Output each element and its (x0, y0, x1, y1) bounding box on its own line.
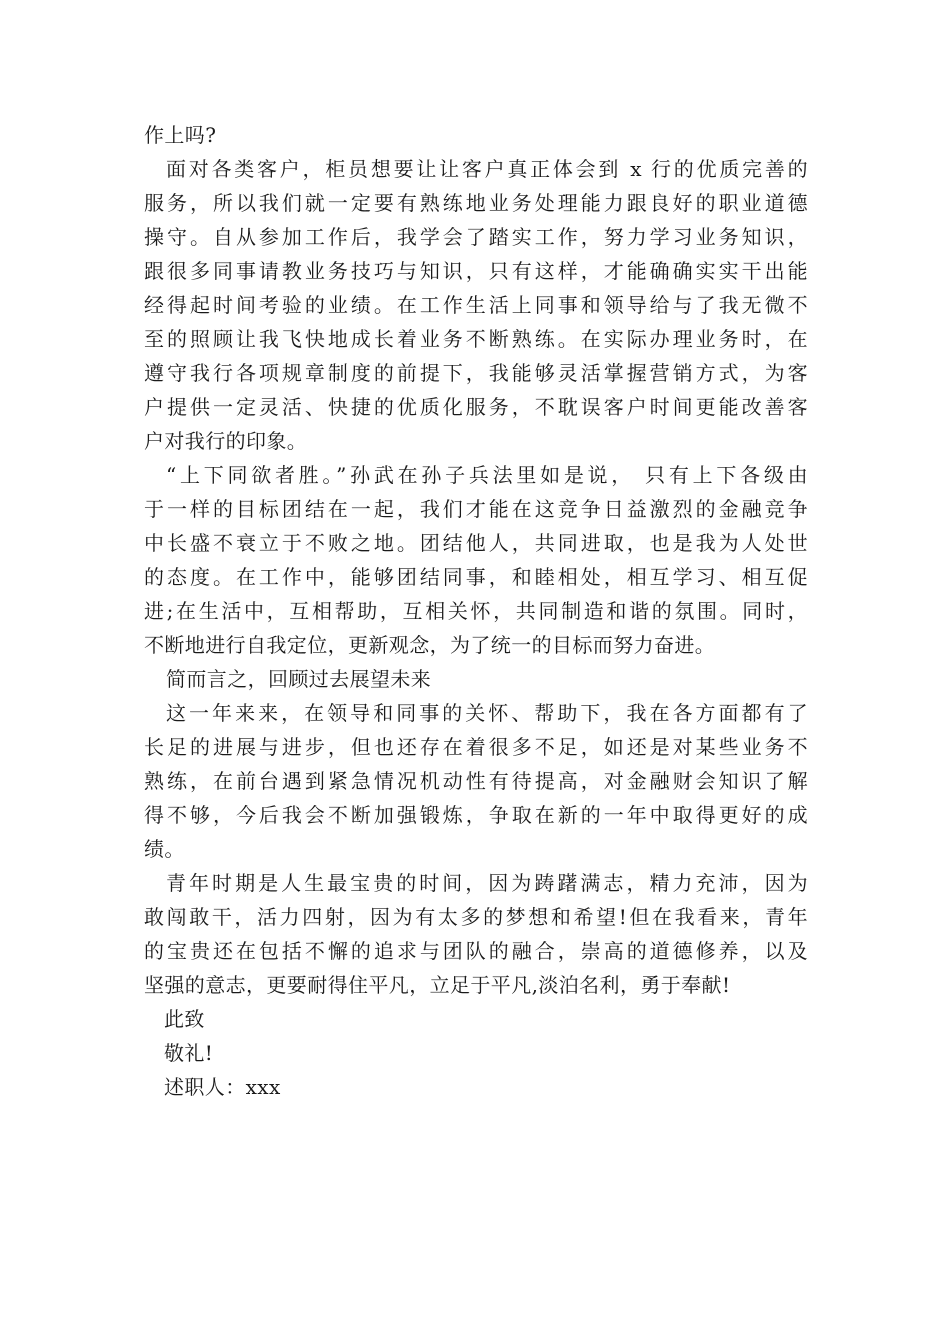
paragraph-summary-heading (144, 662, 808, 696)
text-line: “上下同欲者胜。”孙武在孙子兵法里如是说， 只有上下各级由 (166, 463, 808, 487)
text-line: 遵守我行各项规章制度的前提下，我能够灵活掌握营销方式，为客 (144, 361, 808, 385)
text-line: 这一年来来，在领导和同事的关怀、帮助下，我在各方面都有了 (166, 701, 808, 725)
text-line: 不断地进行自我定位，更新观念，为了统一的目标而努力奋进。 (144, 633, 716, 657)
signature-line: 述职人：xxx (164, 1075, 281, 1099)
text-line: 至的照顾让我飞快地成长着业务不断熟练。在实际办理业务时，在 (144, 327, 808, 351)
text-line: 的态度。在工作中，能够团结同事，和睦相处，相互学习、相互促 (144, 565, 808, 589)
text-line: 进;在生活中，互相帮助，互相关怀，共同制造和谐的氛围。同时， (144, 599, 808, 623)
text-line: 青年时期是人生最宝贵的时间，因为踌躇满志，精力充沛，因为 (166, 871, 808, 895)
text-line: 简而言之，回顾过去展望未来 (166, 667, 432, 691)
paragraph-youth (144, 866, 808, 1002)
paragraph-continuation (144, 118, 808, 152)
text-line: 作上吗? (144, 123, 217, 147)
text-line: 操守。自从参加工作后，我学会了踏实工作，努力学习业务知识， (144, 225, 808, 249)
text-line: 服务，所以我们就一定要有熟练地业务处理能力跟良好的职业道德 (144, 191, 808, 215)
text-line: 中长盛不衰立于不败之地。团结他人，共同进取，也是我为人处世 (144, 531, 808, 555)
text-line: 经得起时间考验的业绩。在工作生活上同事和领导给与了我无微不 (144, 293, 808, 317)
text-line: 的宝贵还在包括不懈的追求与团队的融合，崇高的道德修养，以及 (144, 939, 808, 963)
text-line: 面对各类客户，柜员想要让让客户真正体会到 x 行的优质完善的 (166, 157, 808, 181)
text-line: 坚强的意志，更要耐得住平凡，立足于平凡,淡泊名利，勇于奉献! (144, 973, 731, 997)
text-line: 绩。 (144, 837, 185, 861)
closing-block (144, 1002, 808, 1104)
text-line: 跟很多同事请教业务技巧与知识，只有这样，才能确确实实干出能 (144, 259, 808, 283)
paragraph-year-review (144, 696, 808, 866)
text-line: 户对我行的印象。 (144, 429, 308, 453)
paragraph-customer-service (144, 152, 808, 458)
text-line: 于一样的目标团结在一起，我们才能在这竞争日益激烈的金融竞争 (144, 497, 808, 521)
text-line: 得不够，今后我会不断加强锻炼，争取在新的一年中取得更好的成 (144, 803, 808, 827)
text-line: 熟练，在前台遇到紧急情况机动性有待提高，对金融财会知识了解 (144, 769, 808, 793)
salutation-line: 此致 (164, 1007, 205, 1031)
text-line: 长足的进展与进步，但也还存在着很多不足，如还是对某些业务不 (144, 735, 808, 759)
paragraph-teamwork (144, 458, 808, 662)
text-line: 户提供一定灵活、快捷的优质化服务，不耽误客户时间更能改善客 (144, 395, 808, 419)
document-body (144, 118, 808, 1104)
salutation-line: 敬礼! (164, 1041, 214, 1065)
text-line: 敢闯敢干，活力四射，因为有太多的梦想和希望!但在我看来，青年 (144, 905, 808, 929)
